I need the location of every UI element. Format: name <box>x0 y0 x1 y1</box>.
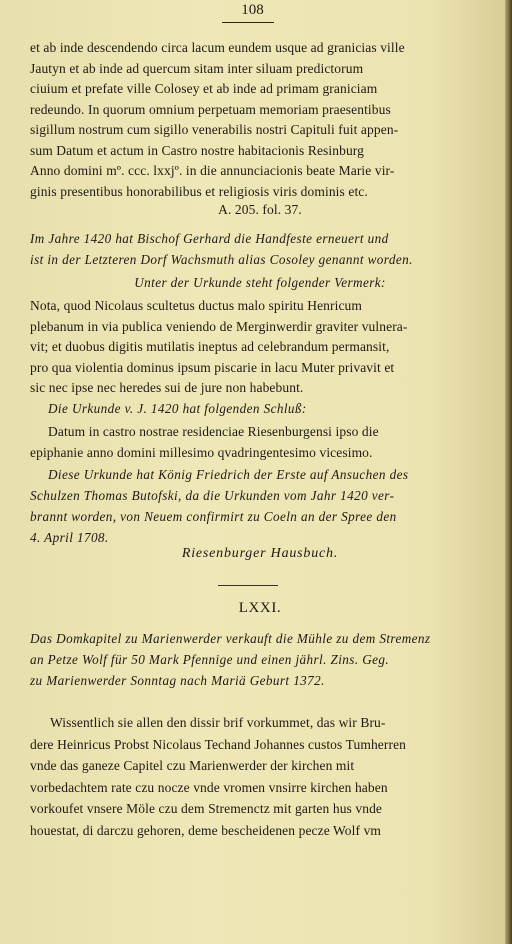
text-line: sum Datum et actum in Castro nostre habitacionis Resinburg <box>30 142 364 158</box>
note-vermerk-heading: Unter der Urkunde steht folgender Vermerk: <box>134 275 386 290</box>
page-number: 108 <box>241 2 264 18</box>
source-note: Riesenburger Hausbuch. <box>181 546 339 561</box>
text-line: 4. April 1708. <box>30 530 109 545</box>
header-rule <box>222 22 274 23</box>
note-confirmation <box>30 464 490 548</box>
text-line: Jautyn et ab inde ad quercum sitam inter siluam predictorum <box>30 60 364 76</box>
text-line: zu Marienwerder Sonntag nach Mariä Geburt 1372. <box>30 673 325 688</box>
text-line: epiphanie anno domini millesimo qvadringentesimo vicesimo. <box>30 444 373 460</box>
text-line: Das Domkapitel zu Marienwerder verkauft die Mühle zu dem Stremenz <box>30 631 431 646</box>
charter-text <box>30 712 490 841</box>
text-line: vit; et duobus digitis mutilatis ineptus ad celebrandum permansit, <box>30 339 390 354</box>
text-line: Im Jahre 1420 hat Bischof Gerhard die Handfeste erneuert und <box>30 231 389 246</box>
text-line: vnde das ganeze Capitel czu Marienwerder der kirchen mit <box>30 758 355 773</box>
latin-datum <box>30 422 490 463</box>
text-line: ginis presentibus honorabilibus et religiosis viris dominis etc. <box>30 183 368 199</box>
latin-charter-ending <box>30 38 490 202</box>
text-line: Wissentlich sie allen den dissir brif vorkummet, das wir Bru- <box>50 715 386 730</box>
text-line: brannt worden, von Neuem confirmirt zu Coeln an der Spree den <box>30 509 397 524</box>
text-line: redeundo. In quorum omnium perpetuam memoriam praesentibus <box>30 101 391 117</box>
text-line: vorbedachtem rate czu nocze vnde vromen vnsirre kirchen haben <box>30 779 388 795</box>
text-line: vorkoufet vnsere Möle czu dem Stremenctz mit garten hus vnde <box>30 801 383 816</box>
text-line: sigillum nostrum cum sigillo venerabilis nostri Capituli fuit appen- <box>30 122 399 137</box>
text-line: Nota, quod Nicolaus scultetus ductus malo spiritu Henricum <box>30 298 362 313</box>
citation: A. 205. fol. 37. <box>218 202 302 217</box>
text-line: Anno domini mº. ccc. lxxjº. in die annunciacionis beate Marie vir- <box>30 163 395 178</box>
text-line: pro qua violentia dominus ipsum piscarie in lacu Muter privavit et <box>30 359 395 375</box>
latin-nota <box>30 296 490 399</box>
text-line: Schulzen Thomas Butofski, da die Urkunden vom Jahr 1420 ver- <box>30 488 395 503</box>
text-line: an Petze Wolf für 50 Mark Pfennige und einen jährl. Zins. Geg. <box>30 652 390 667</box>
text-line: houestat, di darczu gehoren, deme bescheidenen pecze Wolf vm <box>30 822 382 838</box>
note-schluss-heading: Die Urkunde v. J. 1420 hat folgenden Schluß: <box>48 401 307 416</box>
book-gutter <box>505 0 512 944</box>
document-summary <box>30 628 490 691</box>
text-line: sic nec ipse nec heredes sui de jure non habebunt. <box>30 380 304 395</box>
document-number: LXXI. <box>238 600 282 616</box>
text-line: ist in der Letzteren Dorf Wachsmuth alias Cosoley genannt worden. <box>30 252 413 267</box>
text-line: Diese Urkunde hat König Friedrich der Erste auf Ansuchen des <box>48 467 409 482</box>
text-line: Datum in castro nostrae residenciae Riesenburgensi ipso die <box>48 424 379 439</box>
section-rule <box>218 585 278 586</box>
text-line: plebanum in via publica veniendo de Merginwerdir graviter vulnera- <box>30 318 408 334</box>
text-line: dere Heinricus Probst Nicolaus Techand Johannes custos Tumherren <box>30 736 407 752</box>
note-1420-renewal <box>30 228 490 270</box>
text-line: ciuium et prefate ville Colosey et ab inde ad primam graniciam <box>30 81 378 96</box>
text-line: et ab inde descendendo circa lacum eundem usque ad granicias ville <box>30 40 405 55</box>
